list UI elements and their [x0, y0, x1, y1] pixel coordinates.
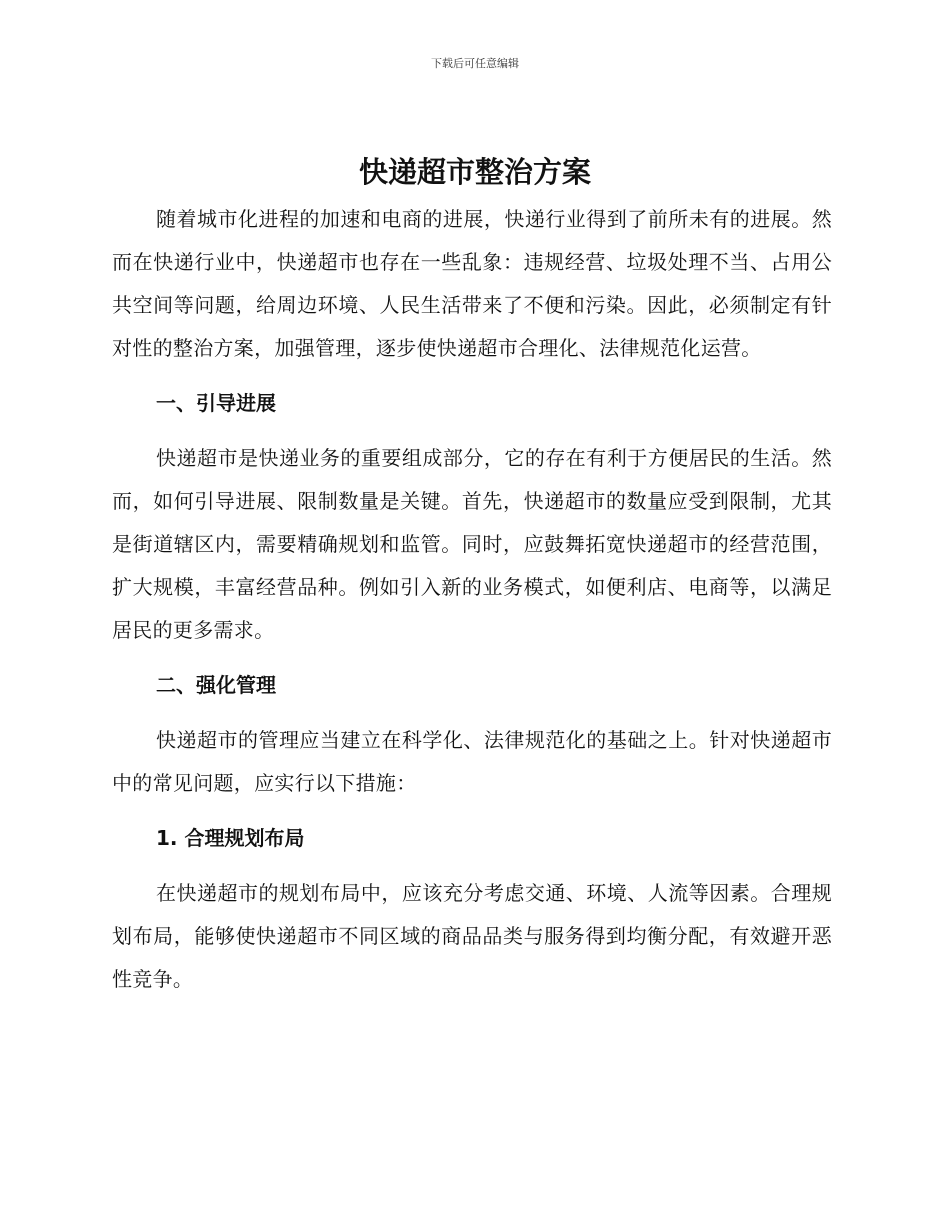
- section-heading-guidance: 一、引导进展: [156, 391, 276, 415]
- intro-paragraph: 随着城市化进程的加速和电商的进展，快递行业得到了前所未有的进展。然而在快递行业中，快递超市也存在一些乱象：违规经营、垃圾处理不当、占用公共空间等问题，给周边环境、人民生活带来了不便和污染。因此，必须制定有针对性的整治方案，加强管理，逐步使快递超市合理化、法律规范化运营。: [112, 207, 832, 360]
- document-title: 快递超市整治方案: [358, 155, 591, 189]
- section-heading-management: 二、强化管理: [156, 673, 276, 697]
- document-body: [112, 198, 832, 1001]
- page-header-note: 下载后可任意编辑: [431, 57, 519, 70]
- section-paragraph-management: 快递超市的管理应当建立在科学化、法律规范化的基础之上。针对快递超市中的常见问题，应实行以下措施：: [112, 728, 832, 795]
- section-paragraph-guidance: 快递超市是快递业务的重要组成部分，它的存在有利于方便居民的生活。然而，如何引导进展、限制数量是关键。首先，快递超市的数量应受到限制，尤其是街道辖区内，需要精确规划和监管。同时，应鼓舞拓宽快递超市的经营范围，扩大规模，丰富经营品种。例如引入新的业务模式，如便利店、电商等，以满足居民的更多需求。: [112, 446, 832, 642]
- subsection-heading-layout: 1. 合理规划布局: [156, 826, 305, 850]
- subsection-paragraph-layout: 在快递超市的规划布局中，应该充分考虑交通、环境、人流等因素。合理规划布局，能够使快递超市不同区域的商品品类与服务得到均衡分配，有效避开恶性竞争。: [112, 881, 832, 991]
